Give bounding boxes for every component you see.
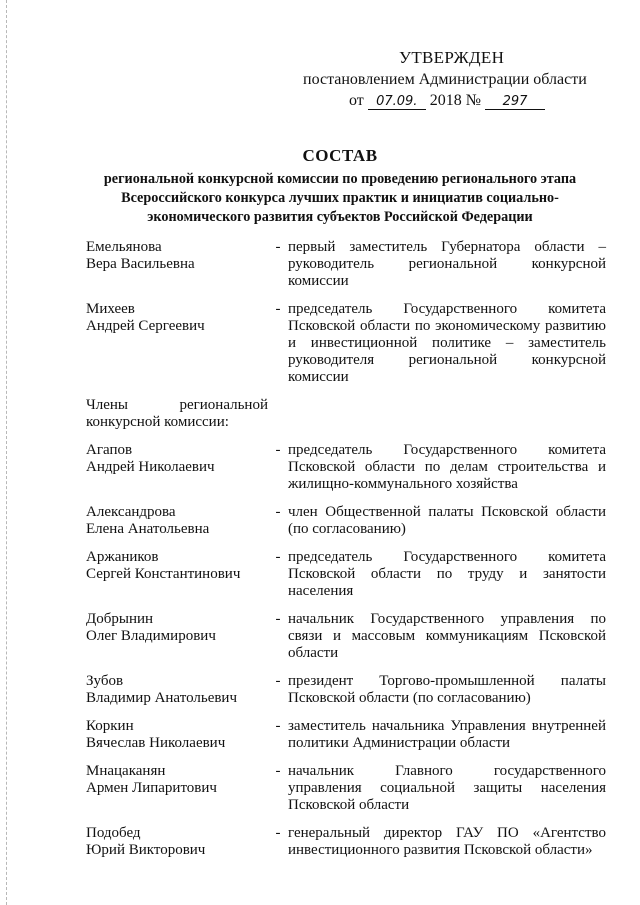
dash: - [275,442,281,458]
person-name: Емельянова Вера Васильевна [86,239,195,272]
year-number-label: 2018 № [429,92,482,109]
member-row [86,825,606,859]
dash: - [275,504,281,520]
approval-line: постановлением Администрации области [303,71,587,88]
person-role: начальник Главного государственного управления социальной защиты населения Псковской области [288,763,606,813]
person-role: заместитель начальника Управления внутренней политики Администрации области [288,718,606,751]
member-row [86,673,606,707]
person-role: начальник Государственного управления по связи и массовым коммуникациям Псковской области [288,611,606,661]
dash: - [275,549,281,565]
date-prefix: от [349,92,364,109]
handwritten-date: 07.09. [368,95,426,110]
person-name: Александрова Елена Анатольевна [86,504,210,537]
person-name: Аржаников Сергей Константинович [86,549,241,582]
heading-subtitle: региональной конкурсной комиссии по проведению регионального этапа Всероссийского конкурса лучших практик и инициатив социально- экономического развития субъектов Российской Федерации [103,171,577,225]
member-row [86,611,606,662]
member-row [86,718,606,752]
person-name: Мнацаканян Армен Липаритович [86,763,217,796]
person-role: президент Торгово-промышленной палаты Псковской области (по согласованию) [288,673,606,706]
person-name: Зубов Владимир Анатольевич [86,673,238,706]
dash: - [275,239,281,255]
person-role: председатель Государственного комитета Псковской области по экономическому развитию и инвестиционной политике – заместитель руководителя региональной конкурсной комиссии [288,301,606,385]
person-role: председатель Государственного комитета Псковской области по делам строительства и жилищно-коммунального хозяйства [288,442,606,492]
member-row [86,442,606,493]
person-name: Подобед Юрий Викторович [86,825,206,858]
person-role: член Общественной палаты Псковской области (по согласованию) [288,504,606,537]
leader-row [86,301,606,386]
leader-row [86,239,606,290]
dash: - [275,611,281,627]
person-name: Коркин Вячеслав Николаевич [86,718,226,751]
member-row [86,549,606,600]
dash: - [275,825,281,841]
person-role: председатель Государственного комитета Псковской области по труду и занятости населения [288,549,606,599]
heading-title: СОСТАВ [302,146,378,165]
approval-date-line [349,92,545,110]
dash: - [275,673,281,689]
commission-list [86,239,606,870]
member-row [86,763,606,814]
member-row [86,504,606,538]
person-role: первый заместитель Губернатора области – руководитель региональной конкурсной комиссии [288,239,606,289]
dash: - [275,763,281,779]
handwritten-number: 297 [485,95,545,110]
document-heading [70,146,610,227]
person-name: Агапов Андрей Николаевич [86,442,215,475]
person-name: Михеев Андрей Сергеевич [86,301,205,334]
dash: - [275,301,281,317]
members-heading: Члены региональной конкурсной комиссии: [86,397,268,430]
approval-title: УТВЕРЖДЕН [399,48,505,67]
page-edge-line [6,0,8,905]
person-name: Добрынин Олег Владимирович [86,611,216,644]
dash: - [275,718,281,734]
person-role: генеральный директор ГАУ ПО «Агентство инвестиционного развития Псковской области» [288,825,606,858]
